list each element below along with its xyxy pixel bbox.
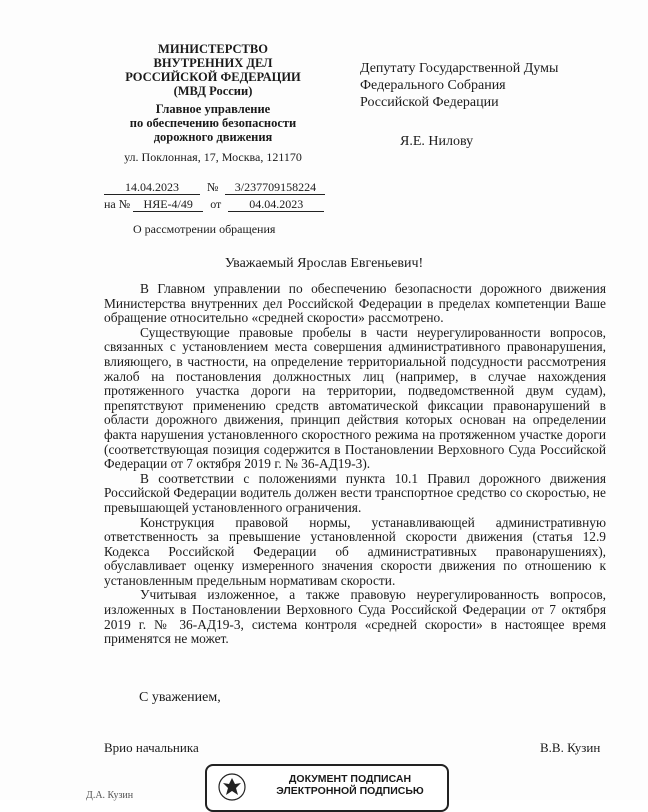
closing: С уважением, — [139, 690, 221, 705]
sender-block — [118, 42, 308, 164]
sender-address: ул. Поклонная, 17, Москва, 121170 — [124, 150, 302, 164]
reg-no-sign: № — [207, 180, 219, 194]
recipient-name: Я.Е. Нилову — [400, 134, 474, 149]
signer-name: В.В. Кузин — [540, 740, 601, 755]
letter-body — [104, 282, 606, 647]
reg-date: 14.04.2023 — [104, 180, 200, 195]
ref-date: 04.04.2023 — [228, 197, 324, 212]
sender-line: МИНИСТЕРСТВО — [158, 42, 268, 56]
paragraph: Существующие правовые пробелы в части неурегулированности вопросов, связанных с установлением места совершения административного правонарушения, влияющего, в частности, на определение территориальной подсудности рассмотрения жалоб на постановления должностных лиц (например, в случае нахождения протяженного участка дороги на территории, подведомственной двум судам), препятствуют применению средств автоматической фиксации правонарушений в области дорожного движения, принцип действия которых основан на определении факта нарушения установленного скоростного режима на протяженном участке дороги (соответствующая позиция содержится в Постановлении Верховного Суда Российской Федерации от 7 октября 2019 г. № 36-АД19-3). — [104, 324, 606, 472]
e-signature-stamp — [205, 764, 449, 812]
sender-line: (МВД России) — [173, 84, 253, 98]
dept-line: по обеспечению безопасности — [129, 116, 297, 130]
ref-from: от — [210, 197, 222, 211]
paragraph: В Главном управлении по обеспечению безопасности дорожного движения Министерства внутренних дел Российской Федерации в пределах компетенции Ваше обращение относительно «средней скорости» рассмотрено. — [104, 281, 606, 326]
registration-row — [104, 180, 325, 195]
recipient-line: Федерального Собрания — [360, 78, 506, 93]
footer-fragment: Д.А. Кузин — [86, 790, 134, 801]
dept-line: дорожного движения — [153, 130, 273, 144]
recipient-line: Депутату Государственной Думы — [360, 61, 559, 76]
ref-prefix: на № — [104, 197, 131, 211]
recipient-block — [360, 60, 580, 150]
paragraph: В соответствии с положениями пункта 10.1 Правил дорожного движения Российской Федерации водитель должен вести транспортное средство со скоростью, не превышающей установленного ограничения. — [104, 470, 606, 515]
subject-line: О рассмотрении обращения — [133, 222, 276, 236]
stamp-text — [265, 773, 435, 797]
signer-title: Врио начальника — [104, 740, 199, 755]
reference-row — [104, 197, 324, 212]
mvd-emblem-icon — [217, 772, 247, 802]
ref-number: НЯЕ-4/49 — [133, 197, 203, 212]
greeting: Уважаемый Ярослав Евгеньевич! — [224, 256, 424, 271]
recipient-line: Российской Федерации — [360, 95, 499, 110]
paragraph: Конструкция правовой нормы, устанавливающей административную ответственность за превышение установленной скорости движения (статья 12.9 Кодекса Российской Федерации об административных правонарушениях), обуславливает оценку измеренного значения скорости движения по отношению к установленным предельным нормативам скорости. — [104, 514, 606, 588]
stamp-line1: ДОКУМЕНТ ПОДПИСАН — [288, 773, 412, 785]
reg-number: 3/237709158224 — [225, 180, 325, 195]
sender-line: ВНУТРЕННИХ ДЕЛ — [153, 56, 273, 70]
stamp-line2: ЭЛЕКТРОННОЙ ПОДПИСЬЮ — [276, 785, 424, 797]
paragraph: Учитывая изложенное, а также правовую неурегулированность вопросов, изложенных в Постановлении Верховного Суда Российской Федерации от 7 октября 2019 г. № 36-АД19-3, система контроля «средней скорости» в настоящее время применятся не может. — [104, 587, 606, 647]
sender-line: РОССИЙСКОЙ ФЕДЕРАЦИИ — [125, 70, 301, 84]
dept-line: Главное управление — [155, 102, 271, 116]
